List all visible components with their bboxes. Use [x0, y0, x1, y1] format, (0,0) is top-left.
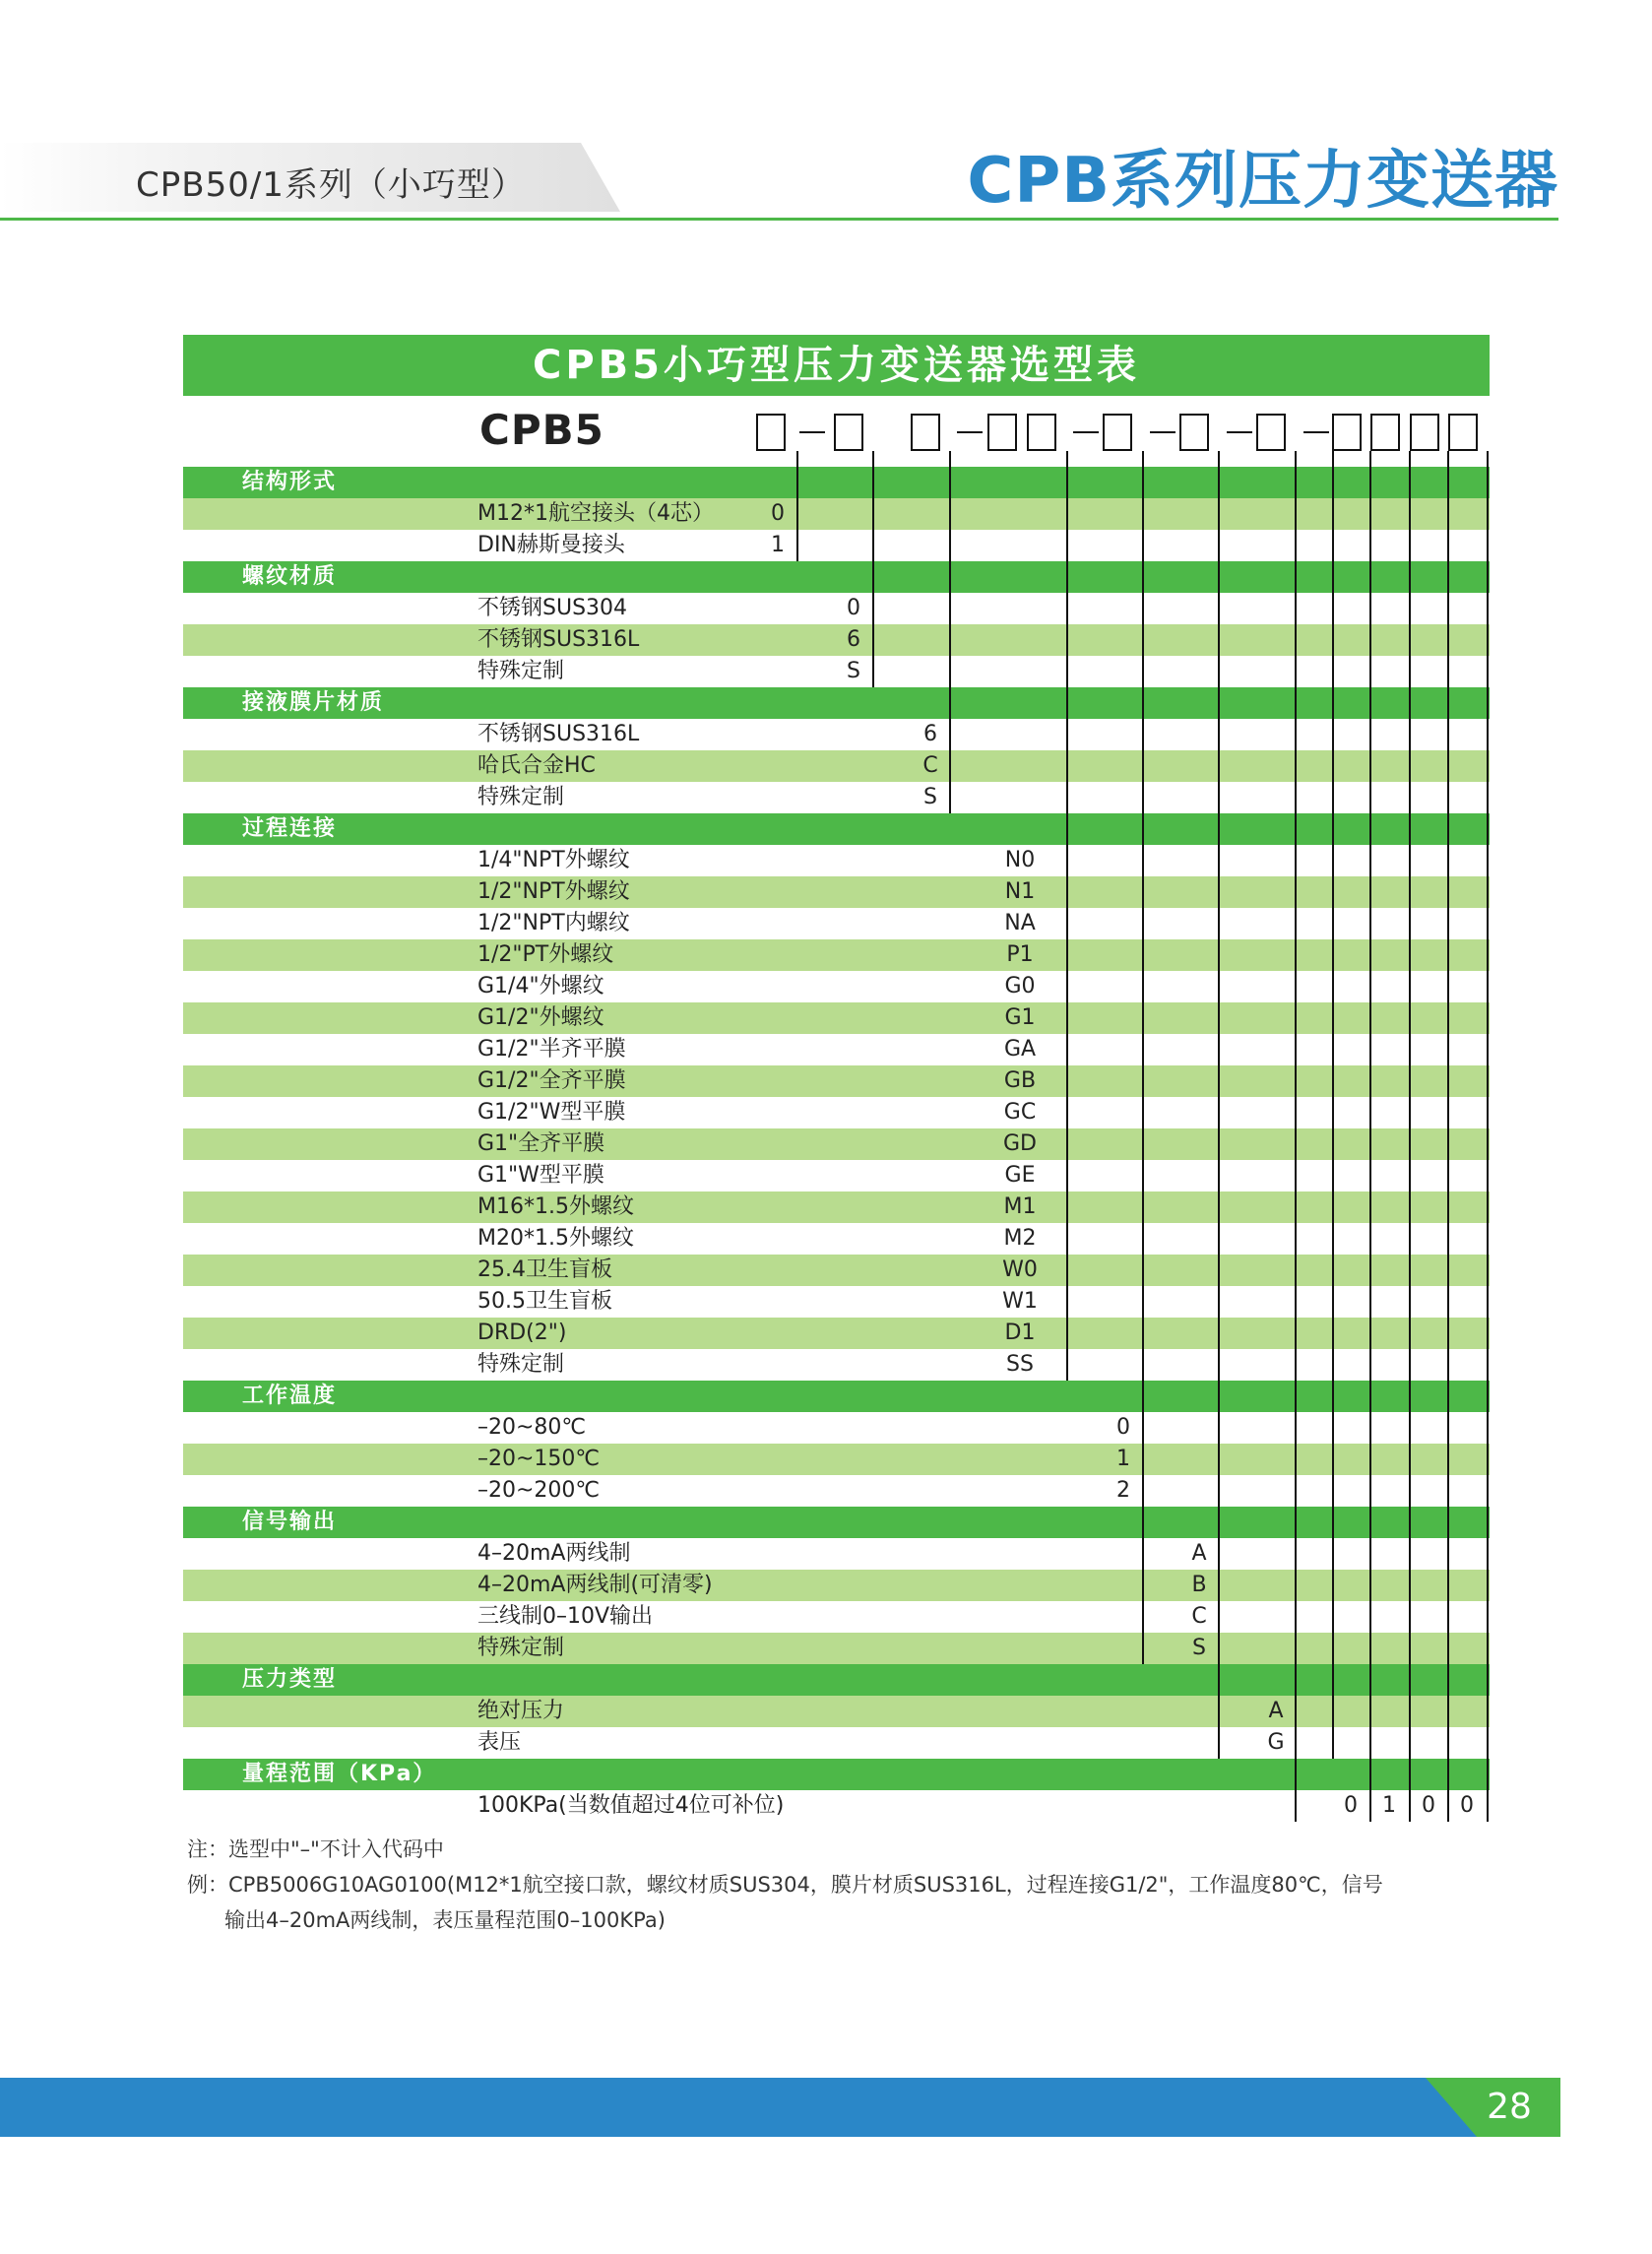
option-description: 表压	[477, 1730, 522, 1755]
code-dash	[799, 431, 825, 433]
code-box	[834, 414, 863, 451]
table-row	[183, 908, 1490, 939]
connector-line	[1369, 451, 1371, 1822]
option-description: M12*1航空接头（4芯）	[477, 501, 714, 526]
code-box	[1332, 414, 1362, 451]
table-row	[183, 1223, 1490, 1255]
option-code: A	[1191, 1541, 1207, 1566]
table-row	[183, 939, 1490, 971]
category-row	[183, 1381, 1490, 1412]
table-row	[183, 1255, 1490, 1286]
table-row	[183, 750, 1490, 782]
table-row	[183, 1065, 1490, 1097]
code-box	[1448, 414, 1478, 451]
table-row	[183, 1002, 1490, 1034]
option-code: GC	[1003, 1100, 1037, 1125]
header-divider	[0, 218, 1558, 221]
table-row	[183, 1570, 1490, 1601]
option-description: 4–20mA两线制	[477, 1541, 631, 1566]
option-code: S	[847, 659, 860, 683]
range-digit: 1	[1382, 1793, 1396, 1818]
category-row	[183, 1664, 1490, 1696]
option-code: G1	[1004, 1005, 1036, 1030]
category-label: 信号输出	[242, 1510, 338, 1534]
code-box	[1179, 414, 1209, 451]
option-description: 1/2"NPT内螺纹	[477, 911, 630, 935]
category-row	[183, 813, 1490, 845]
category-row	[183, 561, 1490, 593]
code-dash	[1150, 431, 1175, 433]
option-description: –20~150℃	[477, 1447, 601, 1471]
category-label: 结构形式	[242, 470, 338, 494]
connector-line	[1409, 451, 1411, 1822]
table-row	[183, 1349, 1490, 1381]
option-code: G0	[1004, 974, 1036, 998]
connector-line	[872, 451, 874, 687]
option-code: P1	[1006, 942, 1034, 967]
table-row	[183, 1633, 1490, 1664]
code-dash	[1303, 431, 1329, 433]
option-description: 不锈钢SUS316L	[477, 722, 640, 746]
table-row	[183, 1601, 1490, 1633]
option-code: C	[922, 753, 938, 778]
option-description: M16*1.5外螺纹	[477, 1194, 634, 1219]
option-description: 绝对压力	[477, 1699, 565, 1723]
option-description: 1/2"PT外螺纹	[477, 942, 614, 967]
option-code: GB	[1003, 1068, 1037, 1093]
option-code: 0	[1116, 1415, 1130, 1440]
note-line-2: 例：CPB5006G10AG0100(M12*1航空接口款，螺纹材质SUS304，膜片材质SUS316L，过程连接G1/2"，工作温度80℃，信号	[187, 1873, 1383, 1897]
option-description: 特殊定制	[477, 1352, 565, 1377]
category-label: 量程范围（KPa）	[242, 1762, 437, 1786]
category-label: 螺纹材质	[242, 564, 338, 589]
connector-line	[796, 451, 798, 561]
option-description: G1/2"半齐平膜	[477, 1037, 626, 1062]
note-line-3: 输出4–20mA两线制，表压量程范围0–100KPa)	[224, 1908, 666, 1932]
option-code: GE	[1004, 1163, 1036, 1188]
table-row	[183, 530, 1490, 561]
connector-line	[1332, 451, 1334, 1759]
connector-line	[1066, 451, 1068, 1381]
connector-line	[1218, 451, 1220, 1759]
range-digit: 0	[1344, 1793, 1358, 1818]
footer-bar	[0, 2078, 1477, 2137]
connector-line	[1447, 451, 1449, 1822]
option-code: B	[1191, 1573, 1207, 1597]
table-row	[183, 1412, 1490, 1444]
category-label: 压力类型	[242, 1667, 338, 1692]
option-code: M1	[1003, 1194, 1037, 1219]
option-code: GA	[1003, 1037, 1037, 1062]
option-code: N0	[1004, 848, 1036, 872]
option-code: 0	[847, 596, 860, 620]
table-row	[183, 1444, 1490, 1475]
option-code: A	[1268, 1699, 1284, 1723]
code-box	[1410, 414, 1439, 451]
range-digit: 0	[1460, 1793, 1474, 1818]
option-code: D1	[1004, 1320, 1036, 1345]
connector-line	[1142, 451, 1144, 1664]
option-description: 1/2"NPT外螺纹	[477, 879, 630, 904]
table-row	[183, 1128, 1490, 1160]
connector-line	[949, 451, 951, 813]
option-code: 1	[1116, 1447, 1130, 1471]
option-description: G1/4"外螺纹	[477, 974, 604, 998]
option-description: –20~80℃	[477, 1415, 587, 1440]
option-description: DIN赫斯曼接头	[477, 533, 625, 557]
connector-line	[1295, 451, 1297, 1822]
code-box	[1027, 414, 1056, 451]
option-description: G1/2"W型平膜	[477, 1100, 626, 1125]
table-row	[183, 1475, 1490, 1507]
code-box	[756, 414, 786, 451]
code-dash	[1227, 431, 1252, 433]
option-description: 特殊定制	[477, 659, 565, 683]
option-code: N1	[1004, 879, 1036, 904]
category-label: 接液膜片材质	[242, 690, 385, 715]
option-code: 1	[771, 533, 785, 557]
option-description: 25.4卫生盲板	[477, 1257, 612, 1282]
table-row	[183, 1790, 1490, 1822]
model-code: CPB5	[479, 406, 604, 454]
option-code: 0	[771, 501, 785, 526]
option-description: 三线制0–10V输出	[477, 1604, 654, 1629]
option-code: 2	[1116, 1478, 1130, 1503]
category-row	[183, 1507, 1490, 1538]
option-code: 6	[923, 722, 937, 746]
option-description: 1/4"NPT外螺纹	[477, 848, 630, 872]
code-box	[1103, 414, 1132, 451]
table-row	[183, 1160, 1490, 1191]
page-title: CPB系列压力变送器	[967, 145, 1558, 218]
option-code: G	[1267, 1730, 1285, 1755]
table-row	[183, 845, 1490, 876]
option-description: G1/2"全齐平膜	[477, 1068, 626, 1093]
table-row	[183, 971, 1490, 1002]
option-description: 特殊定制	[477, 785, 565, 809]
option-description: 50.5卫生盲板	[477, 1289, 612, 1314]
option-description: G1"全齐平膜	[477, 1131, 605, 1156]
option-code: SS	[1006, 1352, 1034, 1377]
option-description: 不锈钢SUS304	[477, 596, 628, 620]
code-box	[911, 414, 940, 451]
option-description: G1"W型平膜	[477, 1163, 604, 1188]
table-row	[183, 498, 1490, 530]
option-code: W0	[1002, 1257, 1038, 1282]
option-description: 4–20mA两线制(可清零)	[477, 1573, 713, 1597]
option-description: M20*1.5外螺纹	[477, 1226, 634, 1251]
series-subtitle: CPB50/1系列（小巧型）	[136, 165, 526, 205]
code-box	[1256, 414, 1286, 451]
table-row	[183, 1191, 1490, 1223]
table-row	[183, 1318, 1490, 1349]
category-row	[183, 467, 1490, 498]
table-row	[183, 1097, 1490, 1128]
option-description: G1/2"外螺纹	[477, 1005, 604, 1030]
table-title: CPB5小巧型压力变送器选型表	[183, 335, 1490, 396]
option-code: C	[1191, 1604, 1207, 1629]
option-code: M2	[1003, 1226, 1037, 1251]
option-description: 100KPa(当数值超过4位可补位)	[477, 1793, 785, 1818]
range-digit: 0	[1422, 1793, 1435, 1818]
table-row	[183, 1538, 1490, 1570]
option-description: –20~200℃	[477, 1478, 601, 1503]
option-description: 哈氏合金HC	[477, 753, 596, 778]
note-line-1: 注：选型中"–"不计入代码中	[187, 1837, 444, 1861]
option-code: S	[1192, 1636, 1206, 1660]
category-label: 过程连接	[242, 816, 338, 841]
option-code: GD	[1003, 1131, 1037, 1156]
table-row	[183, 1286, 1490, 1318]
option-code: NA	[1004, 911, 1036, 935]
table-row	[183, 719, 1490, 750]
page-number: 28	[1487, 2087, 1532, 2127]
table-row	[183, 876, 1490, 908]
option-description: 特殊定制	[477, 1636, 565, 1660]
table-row	[183, 1034, 1490, 1065]
code-box	[1370, 414, 1400, 451]
option-description: DRD(2")	[477, 1320, 567, 1345]
option-description: 不锈钢SUS316L	[477, 627, 640, 652]
option-code: 6	[847, 627, 860, 652]
code-dash	[1073, 431, 1099, 433]
connector-line	[1487, 451, 1489, 1822]
code-dash	[957, 431, 983, 433]
table-row	[183, 782, 1490, 813]
option-code: W1	[1002, 1289, 1038, 1314]
code-box	[987, 414, 1017, 451]
option-code: S	[923, 785, 937, 809]
category-label: 工作温度	[242, 1384, 338, 1408]
